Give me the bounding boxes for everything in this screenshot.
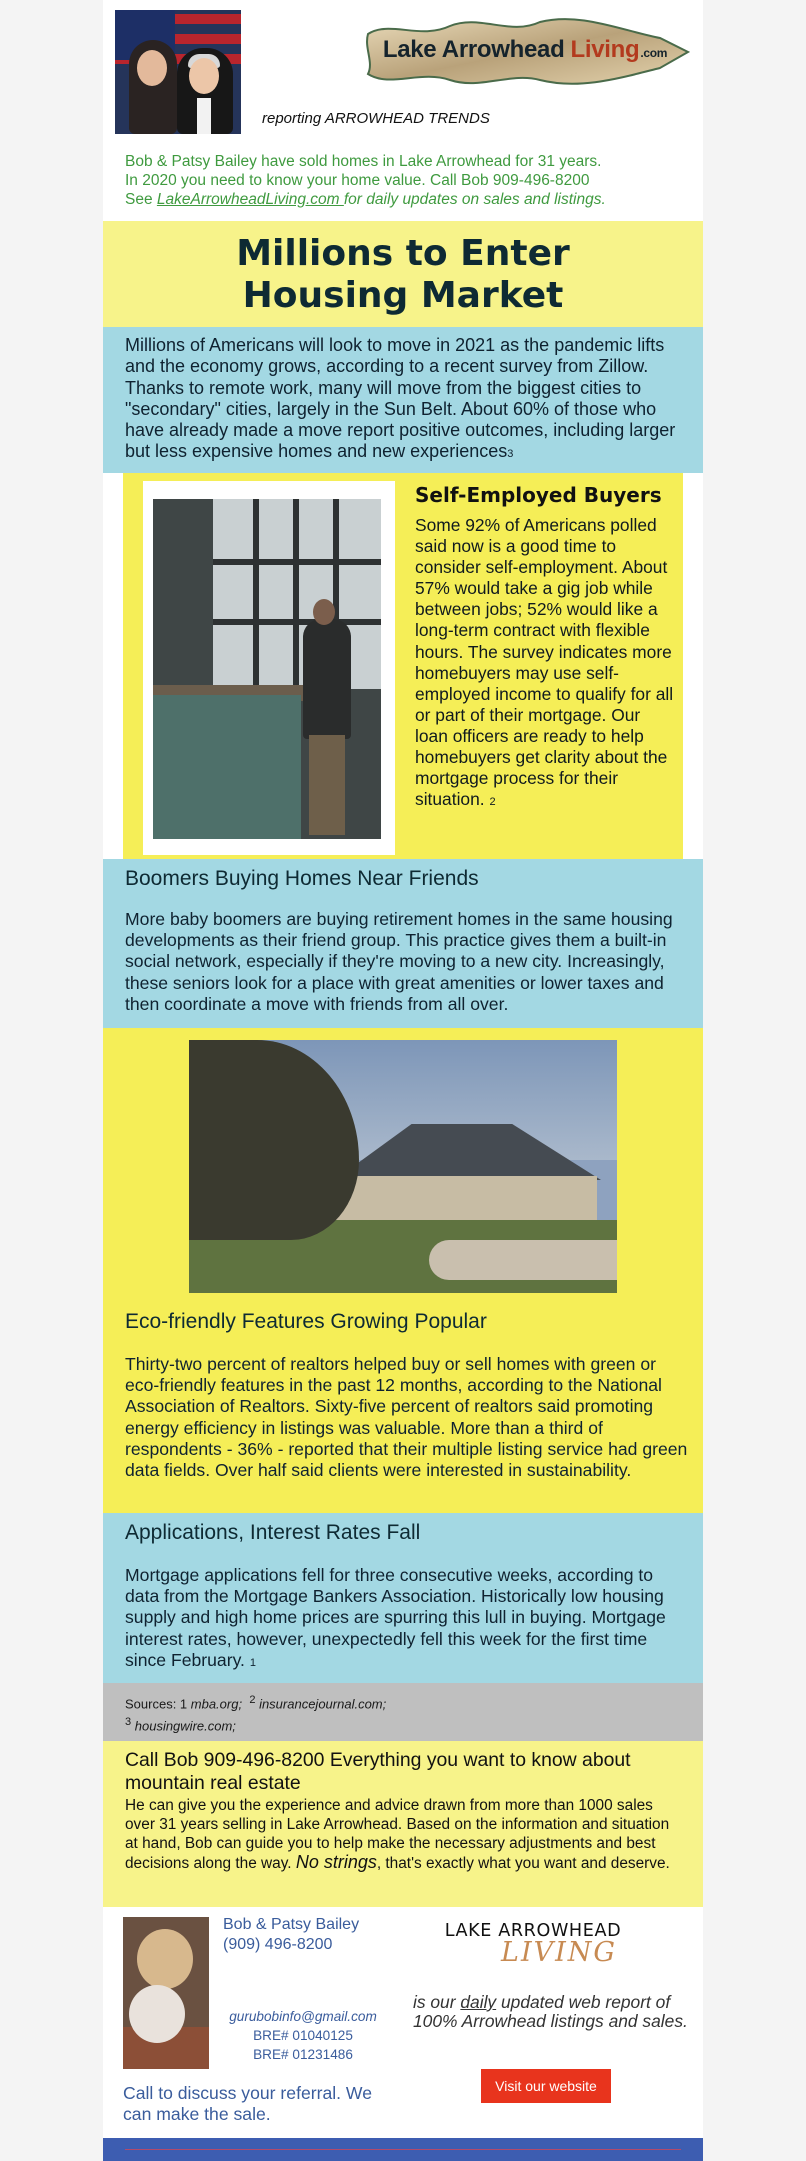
contact-card xyxy=(103,1907,703,2137)
header xyxy=(103,0,703,145)
sources xyxy=(103,1683,703,1741)
blurb-suffix: updated web report of 100% Arrowhead listings and sales. xyxy=(413,1992,688,2031)
bailey-couple-photo xyxy=(115,10,241,134)
section-self-employed xyxy=(123,473,683,859)
sources-label: Sources: 1 xyxy=(125,1696,191,1712)
blurb-prefix: is our xyxy=(413,1992,461,2012)
source-2: insurancejournal.com; xyxy=(259,1696,387,1712)
headline-line-1: Millions to Enter xyxy=(236,233,570,274)
intro-line-1: Bob & Patsy Bailey have sold homes in Lake Arrowhead for 31 years. xyxy=(125,153,602,170)
contact-phone[interactable]: (909) 496-8200 xyxy=(223,1936,333,1953)
source-3: housingwire.com; xyxy=(134,1718,236,1734)
footnote-marker: 3 xyxy=(507,448,514,461)
section-rates-body-wrap xyxy=(125,1565,691,1674)
section-millions-body: Millions of Americans will look to move in 2021 as the pandemic lifts and the economy grows, according to a recent survey from Zillow. Thanks to remote work, many will move from the biggest cities to "secondary" cities, largely in the Sun Belt. About 60% of those who have already made a move report positive outcomes, including larger but less expensive homes and new experiences xyxy=(125,335,676,462)
call-bob-body-suffix: , that's exactly what you want and deserve. xyxy=(376,1855,670,1872)
newsletter xyxy=(103,0,703,2161)
main-headline xyxy=(103,233,703,317)
intro-line-3-suffix: for daily updates on sales and listings. xyxy=(343,191,606,208)
referral-cta: Call to discuss your referral. We can make the sale. xyxy=(123,2083,373,2124)
section-eco-title: Eco-friendly Features Growing Popular xyxy=(125,1310,487,1333)
footer-band xyxy=(103,2138,703,2161)
lake-arrowhead-living-logo[interactable] xyxy=(360,10,690,94)
blurb-daily: daily xyxy=(460,1992,497,2012)
call-bob-emphasis: No strings xyxy=(295,1852,377,1872)
workshop-photo xyxy=(153,499,381,839)
section-self-employed-body: Some 92% of Americans polled said now is a good time to consider self-employment. About 57% would take a gig job while between jobs; 52% would like a long-term contract with flexible hours. The survey indicates more homebuyers may use self-employed income to qualify for all or part of their mortgage. Our loan officers are ready to help homebuyers get clarity about the mortgage process for their situation. xyxy=(415,515,674,810)
lake-arrowhead-living-wordmark xyxy=(433,1921,633,1968)
logo-living-text: Living xyxy=(570,36,640,63)
section-eco-body: Thirty-two percent of realtors helped buy or sell homes with green or eco-friendly features in the past 12 months, according to the National Association of Realtors. Sixty-five percent of realtors said promoting energy efficiency in listings was valuable. More than a third of respondents - 36% - reported that their multiple listing service had green data fields. Over half said clients were interested in sustainability. xyxy=(125,1354,688,1481)
section-rates-title: Applications, Interest Rates Fall xyxy=(125,1521,421,1544)
call-bob-body xyxy=(125,1796,681,1873)
bre-number-2: BRE# 01231486 xyxy=(253,2047,353,2062)
intro-line-3 xyxy=(125,190,681,209)
website-blurb xyxy=(413,1993,703,2031)
section-self-employed-body-wrap xyxy=(415,515,677,813)
bailey-portrait-photo xyxy=(123,1917,209,2069)
headline-line-2: Housing Market xyxy=(242,275,564,316)
footnote-marker: 2 xyxy=(489,796,496,809)
contact-email[interactable]: gurubobinfo@gmail.com xyxy=(229,2009,377,2024)
call-bob-section xyxy=(103,1741,703,1907)
tagline: reporting ARROWHEAD TRENDS xyxy=(262,110,490,127)
intro-line-3-prefix: See xyxy=(125,191,157,208)
website-link[interactable]: LakeArrowheadLiving.com xyxy=(156,191,344,208)
logo-dotcom-text: .com xyxy=(640,46,668,60)
footnote-marker: 1 xyxy=(249,1656,256,1669)
footer-divider xyxy=(125,2149,681,2150)
section-boomers-body: More baby boomers are buying retirement homes in the same housing developments as their friend group. This practice gives them a built-in social network, especially if they're moving to a new city. Increasingly, these seniors look for a place with great amenities or lower taxes and then coordinate a move with friends from all over. xyxy=(125,909,673,1014)
section-rates xyxy=(103,1513,703,1683)
section-millions xyxy=(103,327,703,473)
visit-website-button[interactable]: Visit our website xyxy=(481,2069,611,2103)
headline-band xyxy=(103,221,703,327)
section-boomers-title: Boomers Buying Homes Near Friends xyxy=(125,867,479,890)
contact-name: Bob & Patsy Bailey xyxy=(223,1916,360,1933)
section-eco xyxy=(103,1028,703,1513)
contact-name-block xyxy=(223,1915,359,1955)
call-bob-heading: Call Bob 909-496-8200 Everything you want to know about mountain real estate xyxy=(125,1749,631,1794)
source-2-number: 2 xyxy=(249,1694,256,1706)
wordmark-line-2: LIVING xyxy=(501,1937,617,1968)
section-self-employed-title: Self-Employed Buyers xyxy=(415,483,662,507)
call-bob-body-text: He can give you the experience and advice drawn from more than 1000 sales over 31 years selling in Lake Arrowhead. Based on the information and situation at hand, Bob can guide you to help make the necessary adjustments and best decisions along the way. xyxy=(125,1797,670,1872)
source-1: mba.org; xyxy=(190,1696,243,1712)
logo-lake-text: Lake Arrowhead xyxy=(382,36,565,63)
source-3-number: 3 xyxy=(125,1716,132,1729)
section-rates-body: Mortgage applications fell for three consecutive weeks, according to data from the Mortgage Bankers Association. Historically low housing supply and high home prices are spurring this lull in buying. Mortgage interest rates, however, unexpectedly fell this week for the first time since February. xyxy=(125,1565,666,1670)
house-solar-photo xyxy=(189,1040,617,1293)
intro-text xyxy=(103,148,703,213)
wordmark-line-1: LAKE ARROWHEAD xyxy=(444,1921,622,1941)
bre-number-1: BRE# 01040125 xyxy=(253,2028,353,2043)
section-boomers xyxy=(103,859,703,1028)
intro-line-2: In 2020 you need to know your home value. Call Bob 909-496-8200 xyxy=(125,172,590,189)
contact-meta xyxy=(223,2007,383,2064)
